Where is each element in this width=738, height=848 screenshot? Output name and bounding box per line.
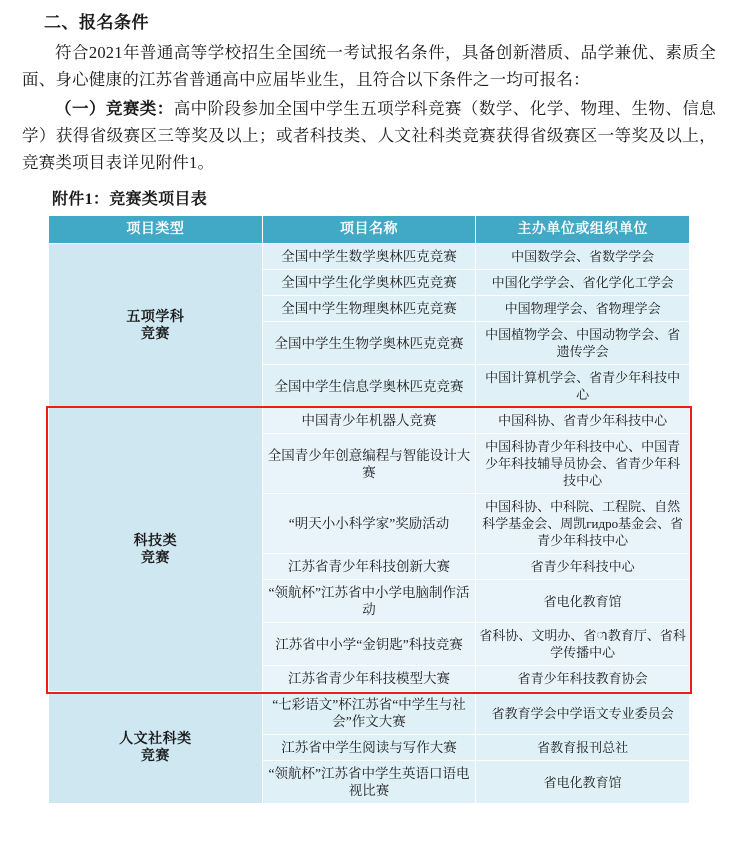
table-header-row [49,216,690,244]
table-row [49,244,690,270]
category-cell-technology [49,408,263,692]
project-organizer: 中国物理学会、省物理学会 [476,296,690,322]
competition-table-wrapper [48,215,690,804]
project-name: 江苏省青少年科技模型大赛 [262,666,476,692]
header-organizer: 主办单位或组织单位 [476,216,690,244]
project-organizer: 省青少年科技中心 [476,554,690,580]
category-label-line1: 人文社科类 [119,731,192,747]
project-organizer: 省科协、文明办、省ា教育厅、省科学传播中心 [476,623,690,666]
project-name: 江苏省中小学“金钥匙”科技竞赛 [262,623,476,666]
table-row [49,408,690,434]
project-organizer: 中国化学学会、省化学化工学会 [476,270,690,296]
paragraph-2-bold-lead: （一）竞赛类： [55,99,174,118]
category-label-line1: 五项学科 [126,309,185,325]
category-cell-science-five [49,244,263,408]
project-name: “领航杯”江苏省中学生英语口语电视比赛 [262,761,476,804]
project-name: 江苏省青少年科技创新大赛 [262,554,476,580]
category-label-line2: 竞赛 [140,326,170,342]
project-organizer: 省教育报刊总社 [476,735,690,761]
project-organizer: 中国科协青少年科技中心、中国青少年科技辅导员协会、省青少年科技中心 [476,434,690,494]
project-name: 江苏省中学生阅读与写作大赛 [262,735,476,761]
project-name: 全国中学生化学奥林匹克竞赛 [262,270,476,296]
competition-table [48,215,690,804]
paragraph-1: 符合2021年普通高等学校招生全国统一考试报名条件，具备创新潜质、品学兼优、素质全面、身心健康的江苏省普通高中应届毕业生，且符合以下条件之一均可报名： [22,43,716,89]
project-name: 全国青少年创意编程与智能设计大赛 [262,434,476,494]
project-organizer: 中国科协、省青少年科技中心 [476,408,690,434]
category-label-line2: 竞赛 [140,748,170,764]
project-organizer: 中国计算机学会、省青少年科技中心 [476,365,690,408]
category-label-line1: 科技类 [133,533,178,549]
project-name: “明天小小科学家”奖励活动 [262,494,476,554]
project-organizer: 中国数学会、省数学学会 [476,244,690,270]
project-name: 全国中学生信息学奥林匹克竞赛 [262,365,476,408]
project-name: “领航杯”江苏省中小学电脑制作活动 [262,580,476,623]
category-cell-humanities [49,692,263,804]
paragraph-2-rest: 高中阶段参加全国中学生五项学科竞赛（数学、化学、物理、生物、信息学）获得省级赛区三等奖及以上；或者科技类、人文社科类竞赛获得省级赛区一等奖及以上，竞赛类项目表详见附件1。 [22,99,716,172]
project-organizer: 省青少年科技教育协会 [476,666,690,692]
header-project-type: 项目类型 [49,216,263,244]
project-name: 中国青少年机器人竞赛 [262,408,476,434]
attachment-title: 附件1：竞赛类项目表 [52,191,208,208]
project-name: 全国中学生数学奥林匹克竞赛 [262,244,476,270]
project-organizer: 省电化教育馆 [476,761,690,804]
project-organizer: 省电化教育馆 [476,580,690,623]
section-title: 二、报名条件 [44,13,149,32]
category-label-line2: 竞赛 [140,550,170,566]
project-name: “七彩语文”杯江苏省“中学生与社会”作文大赛 [262,692,476,735]
paragraph-2 [22,95,716,176]
project-organizer: 省教育学会中学语文专业委员会 [476,692,690,735]
project-name: 全国中学生物理奥林匹克竞赛 [262,296,476,322]
project-name: 全国中学生生物学奥林匹克竞赛 [262,322,476,365]
table-row [49,692,690,735]
project-organizer: 中国科协、中科院、工程院、自然科学基金会、周凯гидро基金会、省青少年科技中心 [476,494,690,554]
header-project-name: 项目名称 [262,216,476,244]
project-organizer: 中国植物学会、中国动物学会、省遗传学会 [476,322,690,365]
